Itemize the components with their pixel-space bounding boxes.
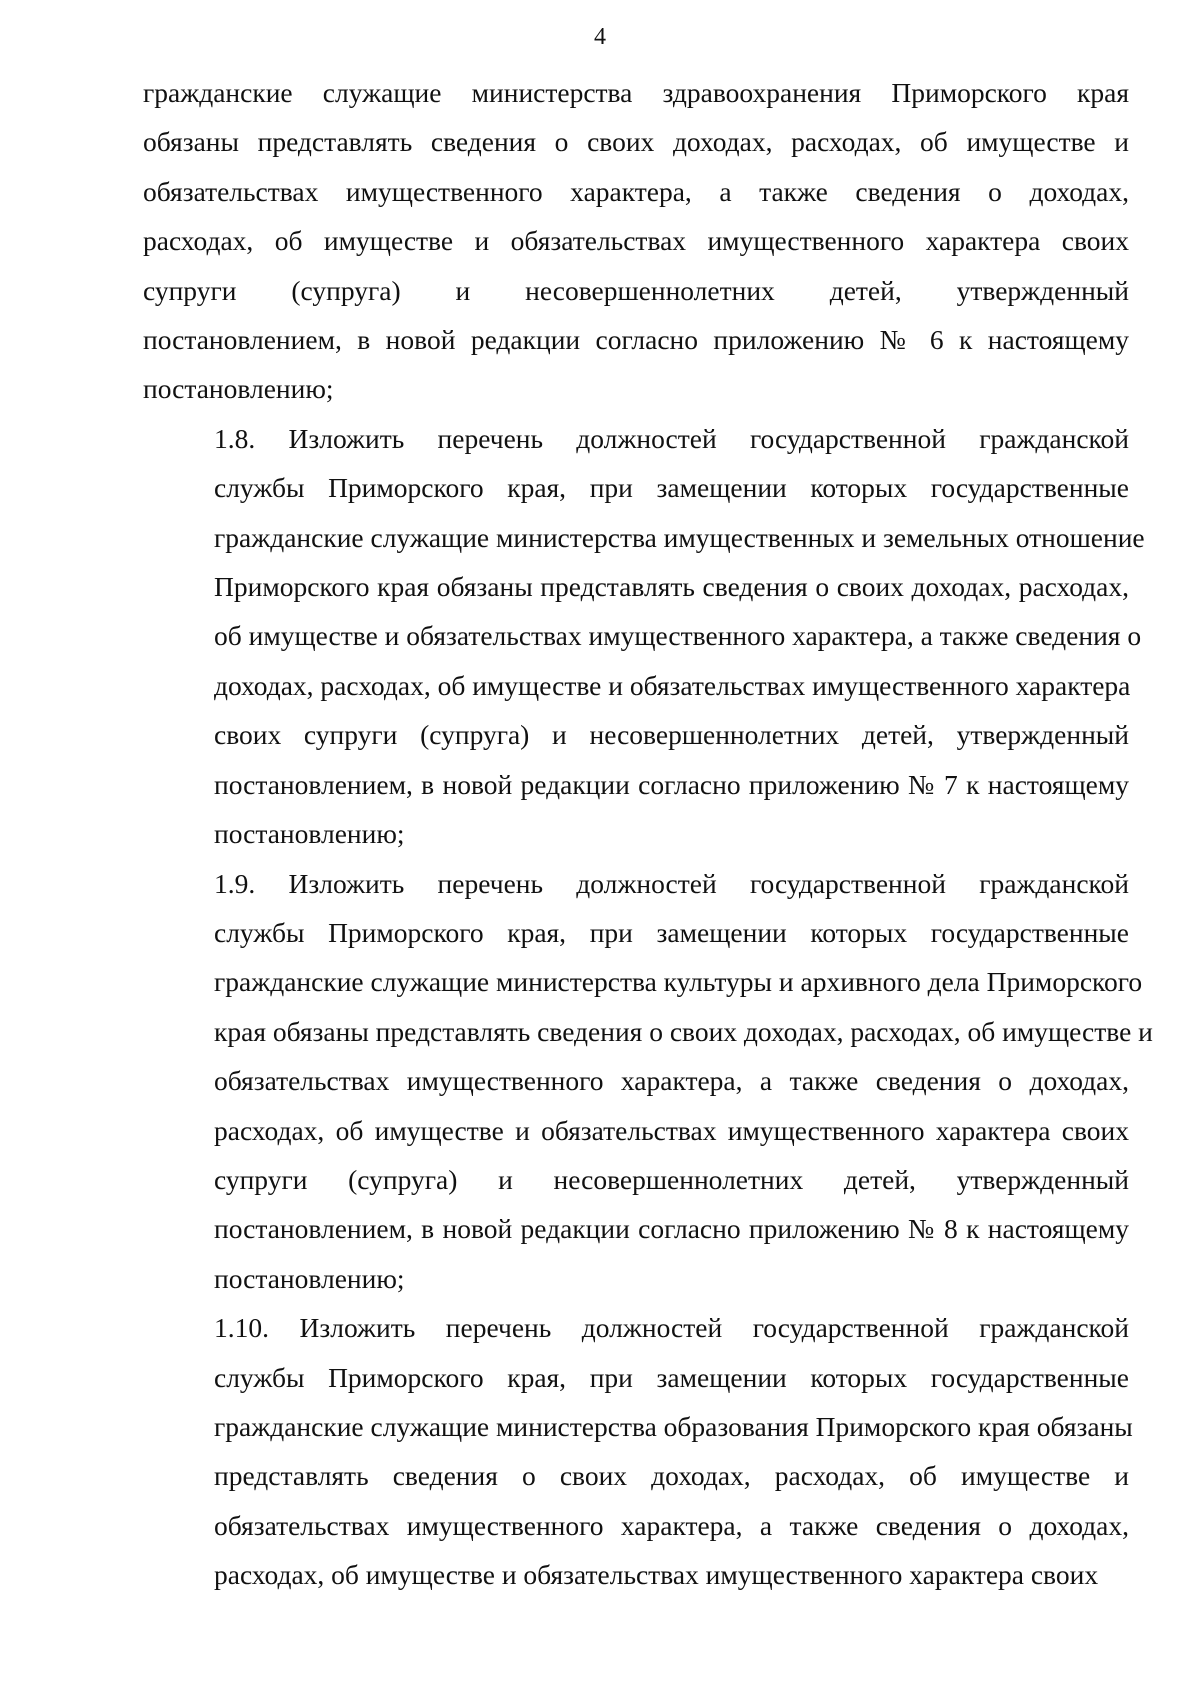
page-number: 4 (594, 24, 606, 50)
text-line: службы Приморского края, при замещении которых государственные (214, 472, 1129, 504)
paragraph (143, 68, 1129, 414)
text-line: 1.10. Изложить перечень должностей государственной гражданской (214, 1312, 1129, 1344)
text-line: службы Приморского края, при замещении которых государственные (214, 1361, 1129, 1393)
text-line: представлять сведения о своих доходах, расходах, об имуществе и (214, 1460, 1129, 1492)
text-line: расходах, об имуществе и обязательствах имущественного характера своих (214, 1559, 1099, 1591)
text-line: постановлению; (143, 373, 334, 405)
text-line: обязательствах имущественного характера, а также сведения о доходах, (214, 1065, 1129, 1097)
paragraph (143, 414, 1145, 859)
text-line: 1.9. Изложить перечень должностей государственной гражданской (214, 867, 1129, 899)
text-line: постановлению; (214, 1262, 405, 1294)
text-line: гражданские служащие министерства образования Приморского края обязаны (214, 1410, 1133, 1442)
text-line: постановлением, в новой редакции согласно приложению № 8 к настоящему (214, 1213, 1129, 1245)
paragraph (143, 859, 1153, 1304)
text-line: расходах, об имуществе и обязательствах имущественного характера своих (143, 225, 1129, 257)
text-line: об имуществе и обязательствах имущественного характера, а также сведения о (214, 620, 1142, 652)
text-line: своих супруги (супруга) и несовершеннолетних детей, утвержденный (214, 719, 1129, 751)
text-line: расходах, об имуществе и обязательствах имущественного характера своих (214, 1114, 1129, 1146)
text-line: обязательствах имущественного характера, а также сведения о доходах, (143, 175, 1129, 207)
text-line: супруги (супруга) и несовершеннолетних детей, утвержденный (143, 274, 1129, 306)
document-body (143, 68, 1153, 1600)
text-line: гражданские служащие министерства культуры и архивного дела Приморского (214, 966, 1143, 998)
text-line: края обязаны представлять сведения о своих доходах, расходах, об имуществе и (214, 1015, 1153, 1047)
text-line: супруги (супруга) и несовершеннолетних детей, утвержденный (214, 1163, 1129, 1195)
text-line: доходах, расходах, об имуществе и обязательствах имущественного характера (214, 669, 1131, 701)
text-line: постановлением, в новой редакции согласно приложению № 6 к настоящему (143, 324, 1129, 356)
text-line: постановлением, в новой редакции согласно приложению № 7 к настоящему (214, 768, 1129, 800)
text-line: Приморского края обязаны представлять сведения о своих доходах, расходах, (214, 571, 1129, 603)
text-line: 1.8. Изложить перечень должностей государственной гражданской (214, 422, 1129, 454)
text-line: гражданские служащие министерства имущественных и земельных отношение (214, 521, 1145, 553)
text-line: службы Приморского края, при замещении которых государственные (214, 916, 1129, 948)
text-line: постановлению; (214, 818, 405, 850)
paragraph (143, 1303, 1133, 1599)
text-line: обязательствах имущественного характера, а также сведения о доходах, (214, 1509, 1129, 1541)
text-line: обязаны представлять сведения о своих доходах, расходах, об имуществе и (143, 126, 1129, 158)
text-line: гражданские служащие министерства здравоохранения Приморского края (143, 77, 1129, 108)
